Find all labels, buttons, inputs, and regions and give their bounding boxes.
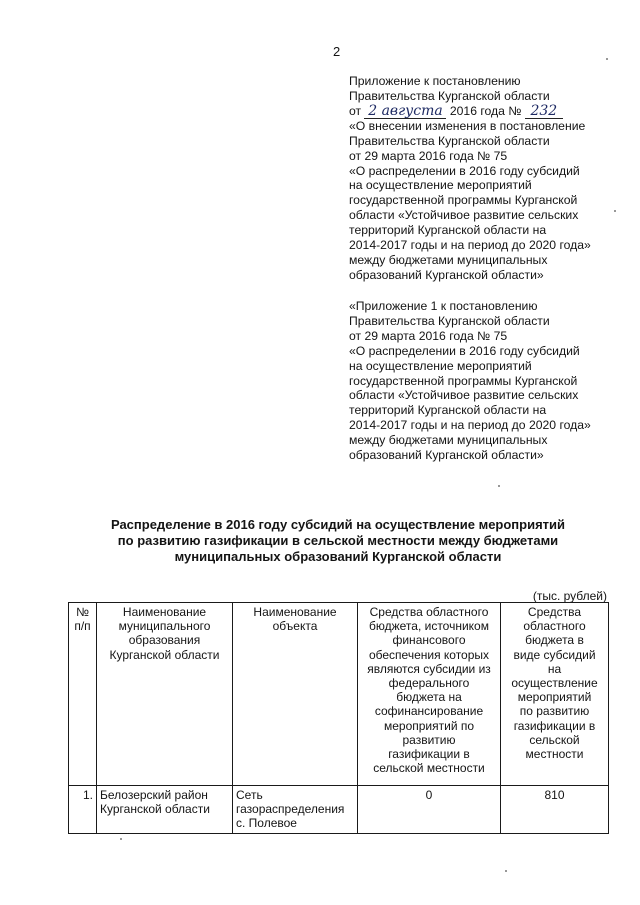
header-line: Наименование <box>253 605 337 619</box>
annex-line: территорий Курганской области на <box>349 223 547 238</box>
annex-line: области «Устойчивое развитие сельских <box>349 388 579 403</box>
cell-line: с. Полевое <box>236 816 297 831</box>
header-line: Курганской области <box>109 647 220 662</box>
header-line: являются субсидии из <box>367 661 491 676</box>
header-line: бюджета на <box>396 690 462 705</box>
annex-line: «О распределении в 2016 году субсидий <box>349 343 580 358</box>
header-line: областного <box>523 619 586 634</box>
annex-line: Правительства Курганской области <box>349 88 550 103</box>
cell-line: Курганской области <box>100 802 210 817</box>
annex-line: 2014-2017 годы и на период до 2020 года» <box>349 238 591 253</box>
header-line: развитию <box>402 732 456 747</box>
annex-line: Правительства Курганской области <box>349 133 550 148</box>
cell-federal-cofinancing: 0 <box>358 786 501 834</box>
header-line: газификации в <box>513 718 596 733</box>
annex-line: «О распределении в 2016 году субсидий <box>349 163 580 178</box>
annex-line: «Приложение 1 к постановлению <box>349 299 538 313</box>
annex-line: Приложение к постановлению <box>349 74 521 88</box>
header-line: сельской <box>529 732 580 747</box>
scan-speck <box>120 838 122 840</box>
header-line: на <box>547 661 562 676</box>
annex-line: Правительства Курганской области <box>349 313 550 328</box>
annex-line: образований Курганской области» <box>349 448 544 463</box>
header-line: осуществление <box>511 676 598 691</box>
table-header-row <box>69 603 609 786</box>
header-line: по развитию <box>519 704 590 719</box>
header-object <box>233 603 358 786</box>
annex-line: области «Устойчивое развитие сельских <box>349 208 579 223</box>
annex-line: на осуществление мероприятий <box>349 178 532 193</box>
scan-speck <box>498 485 500 487</box>
annex-line: от 29 марта 2016 года № 75 <box>349 328 508 343</box>
annex-line: между бюджетами муниципальных <box>349 252 548 267</box>
header-municipality <box>97 603 233 786</box>
header-line: финансового <box>392 633 466 648</box>
annex-line: от 29 марта 2016 года № 75 <box>349 148 508 163</box>
header-line: образования <box>128 633 201 648</box>
header-line: мероприятий по <box>383 718 475 733</box>
header-line: софинансирование <box>374 704 484 719</box>
table-row <box>69 786 609 834</box>
header-line: муниципального <box>118 619 211 634</box>
annex-heading <box>349 74 621 283</box>
header-line: виде субсидий <box>513 647 596 662</box>
header-line: местности <box>525 747 584 762</box>
cell-number: 1. <box>69 786 97 834</box>
annex-line: государственной программы Курганской <box>349 373 578 388</box>
subsidy-table <box>68 602 609 834</box>
header-line: газификации в <box>388 747 470 762</box>
annex-date-middle: 2016 года № <box>449 103 522 118</box>
page-number: 2 <box>333 44 341 59</box>
header-line: Наименование <box>122 605 207 619</box>
header-line: Средства <box>527 605 582 619</box>
header-line: объекта <box>272 619 318 634</box>
annex-line: 2014-2017 годы и на период до 2020 года» <box>349 418 591 433</box>
annex-line: территорий Курганской области на <box>349 403 547 418</box>
cell-line: Сеть <box>236 788 263 802</box>
header-line: п/п <box>74 619 91 634</box>
cell-municipality <box>97 786 233 834</box>
units-note: (тыс. рублей) <box>532 589 607 603</box>
handwritten-date: 2 августа <box>364 105 446 119</box>
annex-date-line <box>349 104 621 119</box>
header-line: бюджета в <box>525 633 584 648</box>
title-line: Распределение в 2016 году субсидий на осуществление мероприятий <box>110 517 566 532</box>
header-line: мероприятий <box>517 690 592 705</box>
cell-line: газораспределения <box>236 802 345 817</box>
title-line: муниципальных образований Курганской области <box>174 549 502 564</box>
title-line: по развитию газификации в сельской местности между бюджетами <box>117 533 559 548</box>
annex-line: «О внесении изменения в постановление <box>349 118 586 133</box>
header-federal-cofinancing <box>358 603 501 786</box>
header-line: обеспечения которых <box>368 647 490 662</box>
header-line: № <box>76 605 89 619</box>
header-line: Средства областного <box>369 605 489 619</box>
annex-date-prefix: от <box>349 103 362 118</box>
scan-speck <box>614 210 616 212</box>
header-number <box>69 603 97 786</box>
document-title <box>100 517 576 565</box>
annex-line: между бюджетами муниципальных <box>349 433 548 448</box>
cell-line: Белозерский район <box>100 788 208 802</box>
handwritten-number: 232 <box>525 105 563 119</box>
header-line: сельской местности <box>373 761 485 776</box>
scan-speck <box>505 870 507 872</box>
header-line: федерального <box>388 676 470 691</box>
header-regional-subsidy <box>501 603 609 786</box>
cell-object <box>233 786 358 834</box>
cell-regional-subsidy: 810 <box>501 786 609 834</box>
annex-line: образований Курганской области» <box>349 267 544 282</box>
header-line: бюджета, источником <box>369 619 489 634</box>
scan-speck <box>606 58 608 60</box>
annex-line: на осуществление мероприятий <box>349 358 532 373</box>
annex-1-heading <box>349 299 621 463</box>
annex-line: государственной программы Курганской <box>349 193 578 208</box>
